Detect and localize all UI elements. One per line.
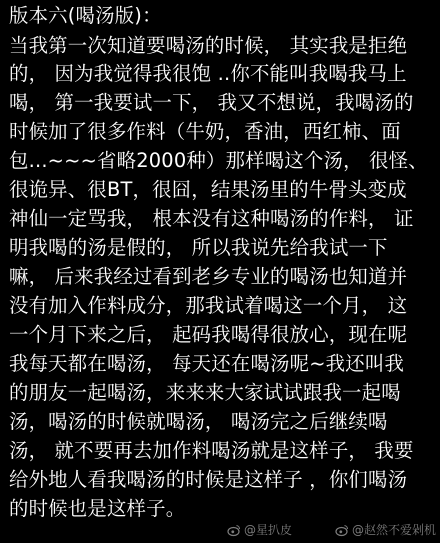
post-line: 的朋友一起喝汤，来来来大家试试跟我一起喝 [9,381,401,404]
post-line: 汤，喝汤的时候就喝汤， 喝汤完之后继续喝 [9,410,388,433]
post-line: 包...~~~省略2000种）那样喝这个汤， 很怪、 [9,149,428,172]
post-line: 给外地人看我喝汤的时候是这样子 ，你们喝汤 [9,468,408,491]
post-line: 一个月下来之后， 起码我喝得很放心，现在呢 [9,323,408,346]
watermark-right [335,523,436,537]
watermark-left [227,523,292,537]
post-line: 我每天都在喝汤， 每天还在喝汤呢~我还叫我 [9,352,405,375]
post-line: 嘛， 后来我经过看到老乡专业的喝汤也知道并 [9,265,408,288]
post-line: 明我喝的汤是假的， 所以我说先给我试一下 [9,236,388,259]
post-title: 版本六(喝汤版)： [9,4,162,27]
watermark-right-text: @赵然不爱剁机 [351,523,436,537]
post-line: 很诡异、很BT，很囧，结果汤里的牛骨头变成 [9,178,407,201]
watermark-left-text: @星扒皮 [244,523,293,537]
post-line: 当我第一次知道要喝汤的时候， 其实我是拒绝 [9,34,408,57]
post-line: 的时候也是这样子。 [9,497,186,520]
post-line: 的， 因为我觉得我很饱 ..你不能叫我喝我马上 [9,62,407,85]
post-line: 汤， 就不要再去加作料喝汤就是这样子， 我要 [9,439,414,462]
post-line: 神仙一定骂我， 根本没有这种喝汤的作料， 证 [9,207,414,230]
post-line: 喝， 第一我要试一下， 我又不想说，我喝汤的 [9,91,414,114]
post-line: 没有加入作料成分，那我试着喝这一个月， 这 [9,294,408,317]
weibo-logo-icon [227,523,241,537]
weibo-logo-icon [335,523,349,537]
post-line: 时候加了很多作料（牛奶，香油，西红柿、面 [9,120,401,143]
